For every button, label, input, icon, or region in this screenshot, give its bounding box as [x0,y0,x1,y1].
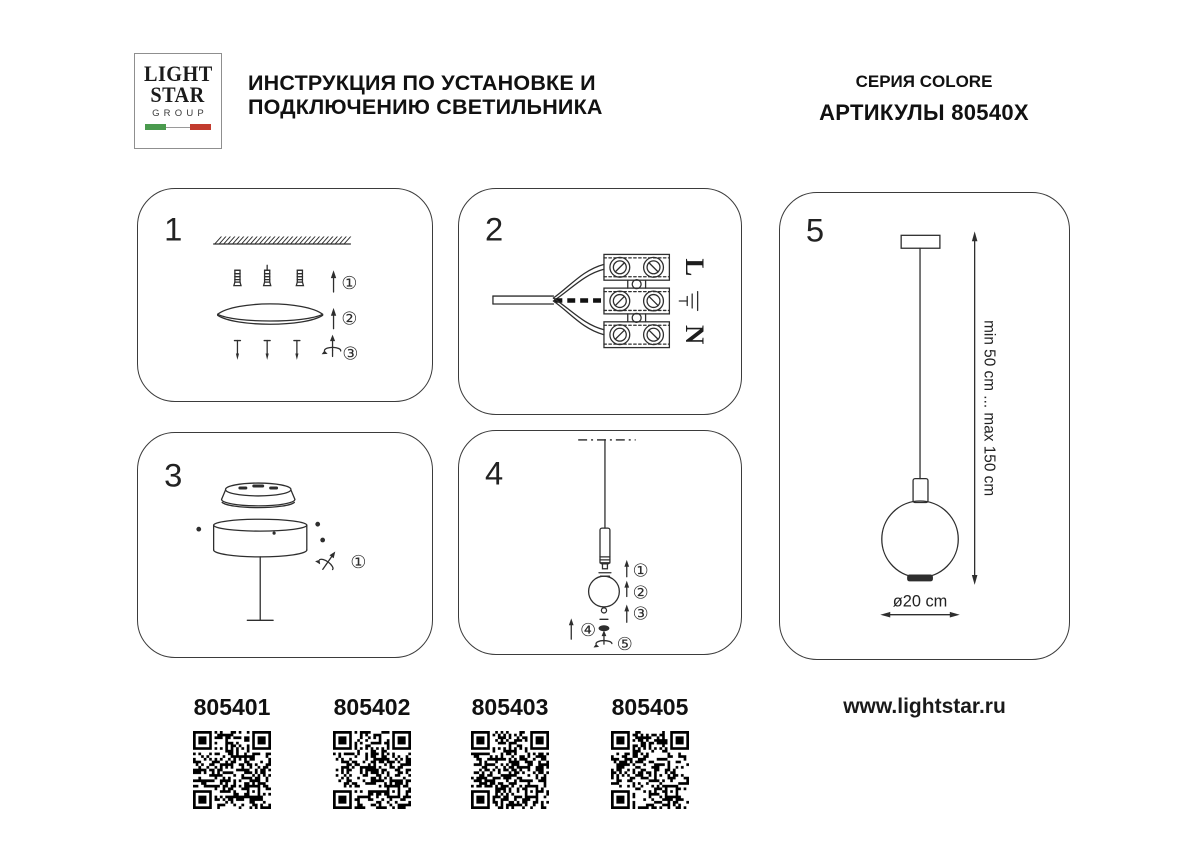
article-column [193,694,271,816]
series-block [770,72,1078,126]
screw [294,341,300,360]
wall-plugs [234,265,304,285]
step4-marker-3: ③ [632,603,649,625]
wall-plug [296,270,303,285]
article-number: 805403 [471,694,549,720]
qr-code [471,731,549,809]
step5-number: 5 [805,211,825,249]
svg-text:L: L [680,258,711,277]
height-dimension [972,231,998,585]
diameter-dimension [880,593,959,618]
step1-diagram [138,189,432,401]
screw-dots [196,522,325,543]
screw [264,341,270,360]
canopy-body [214,519,307,557]
qr-code [333,731,411,809]
earth-symbol [679,292,697,311]
step5-diagram [780,193,1069,659]
qr-code [193,731,271,809]
arrow-up-4 [569,618,574,639]
diameter-label: ø20 cm [892,592,948,611]
step2-diagram [459,189,741,414]
arrow-up-2 [331,308,336,329]
lightstar-logo [134,53,222,149]
screwdriver-icon [322,335,341,357]
terminal-screws [610,257,664,344]
article-number: 805402 [333,694,411,720]
logo-star: STAR [150,82,206,107]
wire-line [553,264,604,301]
logo-group: GROUP [152,108,208,119]
arrow-up-2 [624,581,629,597]
height-range-label: min 50 cm ... max 150 cm [980,320,998,497]
glass-sphere [589,576,620,607]
step4-marker-2: ② [632,582,649,604]
step2-panel [458,188,742,415]
step1-panel [137,188,433,402]
step3-diagram [138,433,432,657]
website-url: www.lightstar.ru [843,695,1006,718]
arrow-up-1 [331,270,336,292]
supply-cable [493,296,553,304]
article-column [333,694,411,816]
article-column [471,694,549,816]
step4-diagram [459,431,741,654]
pendant-lamp [882,235,958,581]
wire-neutral [553,298,604,335]
terminal-block [604,254,669,347]
suspension-cord [247,557,273,620]
suspension-tube [599,528,611,576]
canopy-cover [222,483,295,508]
wall-plug [234,270,241,285]
bottom-parts [599,608,610,631]
title-line-1: ИНСТРУКЦИЯ ПО УСТАНОВКЕ И [248,71,596,95]
step1-marker-1: ① [341,273,358,295]
step4-marker-4: ④ [580,620,597,642]
step3-marker-1: ① [350,551,367,573]
flag-red [190,124,211,130]
step1-marker-2: ② [341,308,358,330]
qr-code [611,731,689,809]
step4-marker-5: ⑤ [616,634,633,654]
screwdriver-icon [593,630,611,647]
label-line-L [680,258,710,276]
step3-number: 3 [164,456,183,494]
article-number: 805405 [611,694,689,720]
page-title [248,71,603,119]
article-column [611,694,689,816]
step2-number: 2 [485,210,504,248]
canopy-plate [218,304,323,324]
article-series: АРТИКУЛЫ 80540X [819,100,1029,125]
arrow-up-1 [624,560,629,577]
ceiling-hatch [214,240,351,244]
step1-marker-3: ③ [342,343,359,365]
article-number: 805401 [193,694,271,720]
label-neutral-N [680,325,710,344]
wall-plug [264,265,271,285]
step5-panel [779,192,1070,660]
screws [234,341,299,360]
step4-number: 4 [485,454,504,492]
step4-panel [458,430,742,655]
step3-panel [137,432,433,658]
svg-text:N: N [680,325,711,345]
step1-number: 1 [164,210,183,248]
screw [234,341,240,360]
arrow-up-3 [624,604,629,622]
logo-light: LIGHT [143,61,213,86]
italian-flag [145,123,211,131]
series-name: СЕРИЯ COLORE [855,72,993,91]
screwdriver-icon [314,545,342,574]
title-line-2: ПОДКЛЮЧЕНИЮ СВЕТИЛЬНИКА [248,95,603,119]
flag-green [145,124,166,130]
step4-marker-1: ① [632,560,649,582]
